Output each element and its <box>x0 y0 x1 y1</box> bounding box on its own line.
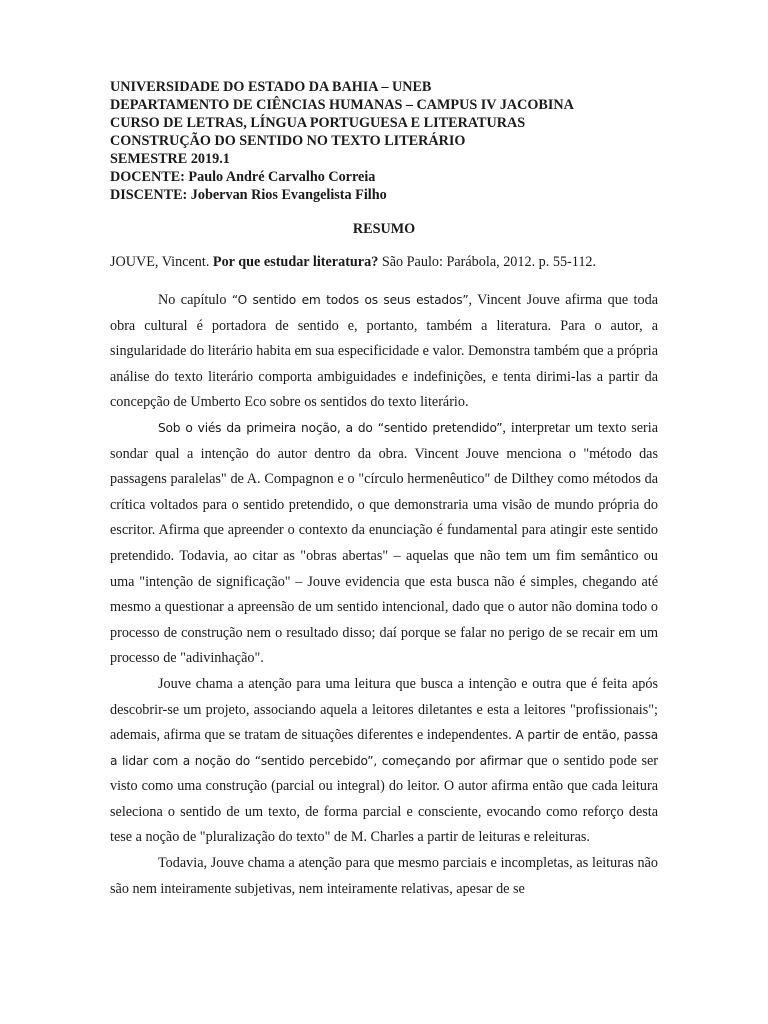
header-university: UNIVERSIDADE DO ESTADO DA BAHIA – UNEB <box>110 79 432 95</box>
document-page <box>110 78 658 902</box>
paragraph-1-chapter-quote: “O sentido em todos os seus estados” <box>231 293 469 307</box>
paragraph-2-quote: Sob o viés da primeira noção, a do “sentido pretendido” <box>158 420 503 435</box>
reference-author: JOUVE, Vincent. <box>110 254 210 270</box>
reference-book-title: Por que estudar literatura? <box>212 254 379 270</box>
document-title: RESUMO <box>352 221 416 237</box>
header-course: CURSO DE LETRAS, LÍNGUA PORTUGUESA E LITERATURAS <box>110 115 526 131</box>
paragraph-2 <box>110 416 658 672</box>
header-semester: SEMESTRE 2019.1 <box>110 151 230 167</box>
document-header <box>110 78 658 204</box>
header-teacher: DOCENTE: Paulo André Carvalho Correia <box>110 169 376 185</box>
header-student: DISCENTE: Jobervan Rios Evangelista Filho <box>110 187 387 203</box>
paragraph-3-start: Jouve chama a atenção para uma leitura que busca a intenção e outra que é feita após descobrir-se um projeto, associando aquela a leitores diletantes e esta a leitores "profissionais"; ademais, afirma que se tratam de situações diferentes e independentes. <box>110 675 658 744</box>
bibliographic-reference <box>110 253 658 271</box>
paragraph-1-start: No capítulo <box>158 292 232 308</box>
summary-body <box>110 288 658 902</box>
header-subject: CONSTRUÇÃO DO SENTIDO NO TEXTO LITERÁRIO <box>110 133 466 149</box>
paragraph-3-quote: A partir de então, passa a lidar com a noção do “sentido percebido”, começando por afirmar <box>110 728 658 768</box>
reference-publication: São Paulo: Parábola, 2012. p. 55-112. <box>381 254 597 270</box>
paragraph-3-rest: que o sentido pode ser visto como uma construção (parcial ou integral) do leitor. O autor afirma então que cada leitura seleciona o sentido de um texto, de forma parcial e consciente, evocando como reforço desta tese a noção de "pluralização do texto" de M. Charles a partir de leituras e releituras. <box>110 752 658 846</box>
header-department: DEPARTAMENTO DE CIÊNCIAS HUMANAS – CAMPUS IV JACOBINA <box>110 97 574 113</box>
paragraph-3 <box>110 672 658 851</box>
paragraph-1 <box>110 288 658 416</box>
paragraph-2-rest: , interpretar um texto seria sondar qual a intenção do autor dentro da obra. Vincent Jouve menciona o "método das passagens paralelas" de A. Compagnon e o "círculo hermenêutico" de Dilthey como métodos da crítica voltados para o sentido pretendido, o que demonstraria uma visão de mundo própria do escritor. Afirma que apreender o contexto da enunciação é fundamental para atingir este sentido pretendido. Todavia, ao citar as "obras abertas" – aquelas que não tem um fim semântico ou uma "intenção de significação" – Jouve evidencia que esta busca não é simples, chegando até mesmo a questionar a apreensão de um sentido intencional, dado que o autor não domina todo o processo de construção nem o resultado disso; daí porque se falar no perigo de se recair em um processo de "adivinhação". <box>110 419 658 667</box>
paragraph-4: Todavia, Jouve chama a atenção para que mesmo parciais e incompletas, as leituras não são nem inteiramente subjetivas, nem inteiramente relativas, apesar de se <box>110 855 658 897</box>
paragraph-1-rest: , Vincent Jouve afirma que toda obra cultural é portadora de sentido e, portanto, também a literatura. Para o autor, a singularidade do literário habita em sua especificidade e valor. Demonstra também que a própria análise do texto literário comporta ambiguidades e indefinições, e tenta dirimi-las a partir da concepção de Umberto Eco sobre os sentidos do texto literário. <box>110 292 658 411</box>
